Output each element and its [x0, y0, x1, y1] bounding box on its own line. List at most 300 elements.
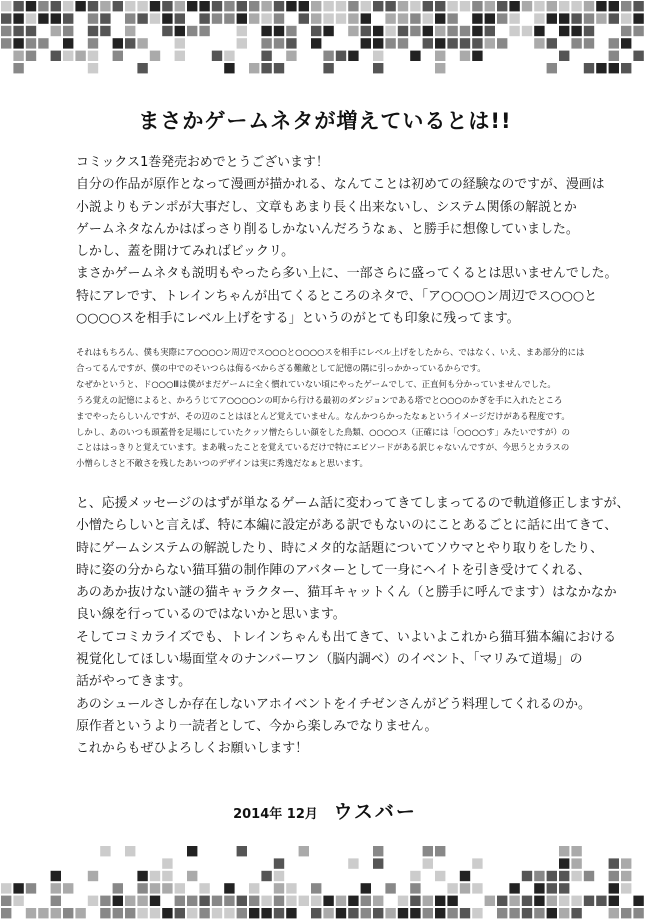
- mosaic-tile: [509, 26, 519, 36]
- mosaic-tile: [299, 846, 309, 856]
- mosaic-tile: [559, 26, 569, 36]
- mosaic-tile: [162, 871, 172, 881]
- mosaic-tile: [621, 858, 631, 868]
- mosaic-tile: [274, 38, 284, 48]
- mosaic-tile: [336, 51, 346, 61]
- mosaic-tile: [534, 883, 544, 893]
- mosaic-tile: [398, 1, 408, 11]
- text-line: これからもぜひよろしくお願いします！: [76, 741, 309, 757]
- mosaic-tile: [534, 26, 544, 36]
- mosaic-tile: [249, 883, 259, 893]
- text-line: 時に姿の分からない猫耳猫の制作陣のアバターとして一身にヘイトを引き受けてくれる、: [76, 562, 591, 578]
- mosaic-tile: [423, 896, 433, 906]
- mosaic-tile: [460, 871, 470, 881]
- mosaic-tile: [100, 13, 110, 23]
- mosaic-tile: [261, 1, 271, 11]
- mosaic-tile: [509, 1, 519, 11]
- mosaic-tile: [88, 13, 98, 23]
- text-line: あのシュールさしか存在しないアホイベントをイチゼンさんがどう料理してくれるのか。: [76, 696, 591, 712]
- text-line: なぜかというと、ド○○○Ⅲは僕がまだゲームに全く慣れていない頃にやったゲームでして、正直何も分かっていませんでした。: [76, 378, 556, 389]
- mosaic-tile: [534, 896, 544, 906]
- mosaic-tile: [237, 908, 247, 918]
- mosaic-tile: [1, 38, 11, 48]
- mosaic-tile: [137, 883, 147, 893]
- mosaic-tile: [609, 13, 619, 23]
- mosaic-tile: [13, 63, 23, 73]
- text-line: ○○○○スを相手にレベル上げをする」というのがとても印象に残ってます。: [76, 311, 520, 327]
- mosaic-tile: [361, 13, 371, 23]
- mosaic-tile: [137, 38, 147, 48]
- mosaic-tile: [51, 13, 61, 23]
- mosaic-tile: [571, 846, 581, 856]
- mosaic-tile: [497, 38, 507, 48]
- mosaic-tile: [423, 908, 433, 918]
- mosaic-tile: [609, 883, 619, 893]
- mosaic-tile: [559, 858, 569, 868]
- mosaic-tile: [175, 1, 185, 11]
- mosaic-tile: [447, 896, 457, 906]
- mosaic-tile: [137, 1, 147, 11]
- mosaic-tile: [1, 26, 11, 36]
- mosaic-tile: [261, 26, 271, 36]
- mosaic-tile: [435, 26, 445, 36]
- mosaic-tile: [621, 1, 631, 11]
- mosaic-tile: [237, 38, 247, 48]
- mosaic-tile: [261, 908, 271, 918]
- mosaic-tile: [348, 1, 358, 11]
- mosaic-tile: [410, 1, 420, 11]
- mosaic-tile: [137, 13, 147, 23]
- mosaic-tile: [63, 1, 73, 11]
- mosaic-tile: [199, 13, 209, 23]
- mosaic-tile: [410, 883, 420, 893]
- mosaic-tile: [609, 896, 619, 906]
- mosaic-tile: [472, 26, 482, 36]
- mosaic-tile: [584, 896, 594, 906]
- mosaic-tile: [13, 13, 23, 23]
- text-line: と、応援メッセージのはずが単なるゲーム話に変わってきてしまってるので軌道修正しますが、: [76, 496, 630, 511]
- mosaic-tile: [485, 26, 495, 36]
- text-line: 小説よりもテンポが大事だし、文章もあまり長く出来ないし、システム関係の解説とか: [76, 199, 577, 215]
- mosaic-tile: [75, 51, 85, 61]
- mosaic-tile: [187, 871, 197, 881]
- mosaic-tile: [485, 38, 495, 48]
- mosaic-tile: [212, 908, 222, 918]
- mosaic-tile: [150, 871, 160, 881]
- mosaic-tile: [447, 908, 457, 918]
- mosaic-tile: [596, 63, 606, 73]
- mosaic-tile: [472, 883, 482, 893]
- mosaic-tile: [1, 13, 11, 23]
- mosaic-tile: [534, 1, 544, 11]
- mosaic-tile: [596, 13, 606, 23]
- mosaic-tile: [175, 51, 185, 61]
- mosaic-tile: [497, 1, 507, 11]
- mosaic-tile: [162, 908, 172, 918]
- mosaic-tile: [410, 13, 420, 23]
- mosaic-tile: [63, 908, 73, 918]
- mosaic-tile: [88, 51, 98, 61]
- mosaic-tile: [547, 13, 557, 23]
- mosaic-tile: [435, 896, 445, 906]
- mosaic-tile: [51, 26, 61, 36]
- mosaic-tile: [373, 63, 383, 73]
- mosaic-tile: [571, 896, 581, 906]
- mosaic-tile: [447, 883, 457, 893]
- mosaic-tile: [26, 38, 36, 48]
- mosaic-tile: [286, 908, 296, 918]
- mosaic-tile: [609, 908, 619, 918]
- mosaic-tile: [522, 871, 532, 881]
- paragraph-game-memory: [76, 345, 616, 472]
- mosaic-tile: [199, 908, 209, 918]
- mosaic-tile: [361, 1, 371, 11]
- mosaic-tile: [274, 63, 284, 73]
- mosaic-tile: [435, 1, 445, 11]
- mosaic-tile: [472, 1, 482, 11]
- mosaic-tile: [224, 896, 234, 906]
- mosaic-tile: [38, 38, 48, 48]
- mosaic-tile: [237, 13, 247, 23]
- mosaic-tile: [187, 908, 197, 918]
- mosaic-tile: [460, 1, 470, 11]
- mosaic-tile: [373, 1, 383, 11]
- mosaic-tile: [224, 883, 234, 893]
- mosaic-tile: [423, 1, 433, 11]
- mosaic-tile: [460, 883, 470, 893]
- mosaic-tile: [175, 38, 185, 48]
- mosaic-tile: [63, 26, 73, 36]
- text-line: 小憎らしさと不敵さを残したあいつのデザインは実に秀逸だなぁと思います。: [76, 458, 368, 469]
- mosaic-tile: [125, 38, 135, 48]
- mosaic-tile: [224, 63, 234, 73]
- mosaic-tile: [51, 908, 61, 918]
- mosaic-tile: [175, 908, 185, 918]
- text-line: 話がやってきます。: [76, 674, 191, 690]
- mosaic-tile: [348, 858, 358, 868]
- mosaic-tile: [410, 26, 420, 36]
- mosaic-tile: [261, 896, 271, 906]
- mosaic-top-pattern: [0, 0, 650, 76]
- mosaic-tile: [311, 38, 321, 48]
- mosaic-tile: [410, 871, 420, 881]
- mosaic-tile: [212, 896, 222, 906]
- mosaic-tile: [547, 908, 557, 918]
- mosaic-tile: [398, 908, 408, 918]
- mosaic-tile: [621, 871, 631, 881]
- mosaic-tile: [63, 13, 73, 23]
- mosaic-tile: [633, 896, 643, 906]
- mosaic-tile: [299, 1, 309, 11]
- mosaic-tile: [348, 13, 358, 23]
- mosaic-tile: [336, 896, 346, 906]
- mosaic-tile: [547, 63, 557, 73]
- mosaic-tile: [187, 1, 197, 11]
- mosaic-tile: [336, 1, 346, 11]
- mosaic-tile: [51, 871, 61, 881]
- mosaic-tile: [100, 26, 110, 36]
- mosaic-tile: [398, 13, 408, 23]
- mosaic-tile: [323, 51, 333, 61]
- mosaic-tile: [323, 63, 333, 73]
- mosaic-tile: [249, 13, 259, 23]
- mosaic-tile: [571, 38, 581, 48]
- mosaic-tile: [609, 871, 619, 881]
- mosaic-tile: [373, 908, 383, 918]
- mosaic-tile: [348, 51, 358, 61]
- mosaic-tile: [385, 13, 395, 23]
- mosaic-tile: [584, 63, 594, 73]
- text-line: ことははっきりと覚えています。まあ戦ったことを覚えているだけで特にエピソードがある訳じゃないんですが、今思うとカラスの: [76, 442, 570, 453]
- mosaic-tile: [571, 26, 581, 36]
- text-line: 原作者というより一読者として、今から楽しみでなりません。: [76, 718, 438, 734]
- mosaic-tile: [336, 908, 346, 918]
- mosaic-tile: [150, 896, 160, 906]
- mosaic-tile: [559, 1, 569, 11]
- mosaic-tile: [497, 908, 507, 918]
- mosaic-tile: [373, 846, 383, 856]
- mosaic-tile: [385, 26, 395, 36]
- text-line: まさかゲームネタも説明もやったら多い上に、一部さらに盛ってくるとは思いませんでした。: [76, 266, 618, 282]
- mosaic-tile: [447, 38, 457, 48]
- mosaic-tile: [522, 896, 532, 906]
- mosaic-tile: [175, 13, 185, 23]
- text-line: までやったらしいんですが、その辺のことはほとんど覚えていません。なんかつらかったなぁというイメージだけがある程度です。: [76, 410, 570, 421]
- mosaic-tile: [224, 908, 234, 918]
- mosaic-tile: [385, 38, 395, 48]
- mosaic-tile: [175, 896, 185, 906]
- mosaic-tile: [249, 896, 259, 906]
- mosaic-tile: [249, 908, 259, 918]
- mosaic-tile: [13, 883, 23, 893]
- mosaic-tile: [547, 38, 557, 48]
- mosaic-tile: [398, 26, 408, 36]
- mosaic-tile: [447, 26, 457, 36]
- mosaic-tile: [547, 883, 557, 893]
- mosaic-tile: [361, 38, 371, 48]
- mosaic-tile: [13, 38, 23, 48]
- mosaic-tile: [237, 1, 247, 11]
- mosaic-tile: [88, 63, 98, 73]
- mosaic-tile: [559, 51, 569, 61]
- mosaic-tile: [1, 1, 11, 11]
- mosaic-tile: [348, 896, 358, 906]
- mosaic-tile: [410, 908, 420, 918]
- mosaic-tile: [51, 1, 61, 11]
- mosaic-tile: [125, 908, 135, 918]
- mosaic-tile: [13, 51, 23, 61]
- mosaic-tile: [485, 1, 495, 11]
- mosaic-tile: [423, 858, 433, 868]
- mosaic-bottom-pattern: [0, 845, 650, 921]
- text-line: そしてコミカライズでも、トレインちゃんも出てきて、いよいよこれから猫耳猫本編における: [76, 629, 616, 645]
- mosaic-tile: [559, 13, 569, 23]
- mosaic-tile: [286, 38, 296, 48]
- mosaic-tile: [26, 908, 36, 918]
- mosaic-tile: [361, 896, 371, 906]
- mosaic-tile: [609, 1, 619, 11]
- mosaic-tile: [261, 51, 271, 61]
- mosaic-tile: [125, 1, 135, 11]
- mosaic-tile: [100, 846, 110, 856]
- text-line: それはもちろん、僕も実際にア○○○○ン周辺でス○○○と○○○○スを相手にレベル上げをしたから、ではなく、いえ、まあ部分的には: [76, 347, 585, 357]
- signature-date: 2014年 12月: [233, 807, 318, 822]
- text-line: ゲームネタなんかはばっさり削るしかないんだろうなぁ、と勝手に想像していました。: [76, 221, 579, 237]
- mosaic-tile: [423, 26, 433, 36]
- mosaic-tile: [187, 896, 197, 906]
- mosaic-tile: [373, 26, 383, 36]
- mosaic-tile: [472, 13, 482, 23]
- mosaic-tile: [621, 13, 631, 23]
- mosaic-tile: [584, 38, 594, 48]
- mosaic-tile: [547, 896, 557, 906]
- mosaic-tile: [162, 1, 172, 11]
- text-line: しかし、あのいつも頭蓋骨を足場にしていたクッソ憎たらしい顔をした鳥類、○○○○ス（正確には「○○○○す」みたいですが）の: [76, 426, 570, 437]
- mosaic-tile: [88, 26, 98, 36]
- mosaic-tile: [51, 883, 61, 893]
- mosaic-tile: [447, 13, 457, 23]
- mosaic-tile: [125, 846, 135, 856]
- mosaic-tile: [75, 1, 85, 11]
- mosaic-tile: [125, 896, 135, 906]
- mosaic-tile: [609, 63, 619, 73]
- mosaic-tile: [199, 883, 209, 893]
- mosaic-tile: [38, 1, 48, 11]
- mosaic-tile: [435, 908, 445, 918]
- mosaic-tile: [509, 896, 519, 906]
- mosaic-tile: [286, 51, 296, 61]
- mosaic-tile: [633, 26, 643, 36]
- mosaic-tile: [447, 1, 457, 11]
- mosaic-tile: [336, 13, 346, 23]
- paragraph-intro: [76, 152, 616, 330]
- mosaic-tile: [435, 51, 445, 61]
- mosaic-tile: [88, 896, 98, 906]
- mosaic-tile: [547, 871, 557, 881]
- mosaic-tile: [497, 13, 507, 23]
- mosaic-tile: [609, 51, 619, 61]
- mosaic-tile: [460, 51, 470, 61]
- mosaic-tile: [274, 871, 284, 881]
- mosaic-tile: [460, 38, 470, 48]
- mosaic-tile: [261, 38, 271, 48]
- mosaic-tile: [13, 896, 23, 906]
- mosaic-tile: [51, 896, 61, 906]
- mosaic-tile: [63, 51, 73, 61]
- mosaic-tile: [249, 63, 259, 73]
- mosaic-tile: [323, 26, 333, 36]
- mosaic-tile: [534, 908, 544, 918]
- mosaic-tile: [485, 13, 495, 23]
- text-line: 良い線を行っているのではないかと思います。: [76, 607, 346, 623]
- mosaic-tile: [237, 896, 247, 906]
- mosaic-tile: [584, 871, 594, 881]
- mosaic-tile: [274, 883, 284, 893]
- mosaic-tile: [162, 883, 172, 893]
- mosaic-tile: [633, 13, 643, 23]
- mosaic-tile: [373, 38, 383, 48]
- mosaic-tile: [423, 13, 433, 23]
- mosaic-tile: [113, 38, 123, 48]
- mosaic-tile: [100, 908, 110, 918]
- mosaic-tile: [509, 908, 519, 918]
- mosaic-tile: [559, 896, 569, 906]
- mosaic-tile: [423, 846, 433, 856]
- mosaic-tile: [410, 896, 420, 906]
- mosaic-tile: [286, 883, 296, 893]
- mosaic-tile: [522, 1, 532, 11]
- mosaic-tile: [63, 38, 73, 48]
- mosaic-tile: [609, 38, 619, 48]
- mosaic-tile: [88, 871, 98, 881]
- mosaic-tile: [621, 38, 631, 48]
- mosaic-tile: [398, 38, 408, 48]
- mosaic-tile: [150, 51, 160, 61]
- text-line: しかし、蓋を開けてみればビックリ。: [76, 244, 294, 260]
- mosaic-tile: [286, 896, 296, 906]
- mosaic-tile: [113, 51, 123, 61]
- mosaic-tile: [559, 908, 569, 918]
- mosaic-tile: [137, 63, 147, 73]
- mosaic-tile: [621, 26, 631, 36]
- mosaic-tile: [212, 1, 222, 11]
- mosaic-tile: [435, 38, 445, 48]
- mosaic-tile: [460, 26, 470, 36]
- text-line: 自分の作品が原作となって漫画が描かれる、なんてことは初めての経験なのですが、漫画は: [76, 177, 605, 193]
- mosaic-tile: [274, 896, 284, 906]
- mosaic-tile: [311, 26, 321, 36]
- mosaic-tile: [13, 1, 23, 11]
- mosaic-tile: [423, 38, 433, 48]
- mosaic-tile: [311, 883, 321, 893]
- mosaic-tile: [311, 13, 321, 23]
- mosaic-tile: [299, 13, 309, 23]
- mosaic-tile: [621, 883, 631, 893]
- mosaic-tile: [311, 908, 321, 918]
- mosaic-tile: [38, 908, 48, 918]
- mosaic-tile: [547, 1, 557, 11]
- mosaic-tile: [162, 13, 172, 23]
- mosaic-tile: [113, 1, 123, 11]
- mosaic-tile: [311, 1, 321, 11]
- mosaic-tile: [137, 908, 147, 918]
- mosaic-tile: [224, 1, 234, 11]
- mosaic-tile: [596, 896, 606, 906]
- mosaic-tile: [212, 13, 222, 23]
- signature: [0, 797, 650, 824]
- mosaic-tile: [522, 26, 532, 36]
- mosaic-tile: [435, 871, 445, 881]
- mosaic-tile: [584, 1, 594, 11]
- mosaic-tile: [633, 51, 643, 61]
- mosaic-tile: [51, 51, 61, 61]
- mosaic-tile: [361, 883, 371, 893]
- mosaic-tile: [63, 883, 73, 893]
- mosaic-tile: [26, 13, 36, 23]
- mosaic-tile: [348, 26, 358, 36]
- mosaic-tile: [38, 13, 48, 23]
- mosaic-tile: [100, 1, 110, 11]
- mosaic-tile: [88, 1, 98, 11]
- mosaic-tile: [571, 858, 581, 868]
- mosaic-tile: [26, 51, 36, 61]
- mosaic-tile: [299, 896, 309, 906]
- mosaic-tile: [187, 26, 197, 36]
- text-line: 合ってるんですが、僕の中でのそいつらは侮るべからざる難敵として記憶の隅に引っかかっているからです。: [76, 362, 486, 373]
- mosaic-tile: [596, 1, 606, 11]
- mosaic-tile: [26, 883, 36, 893]
- paragraph-closing: [76, 493, 630, 761]
